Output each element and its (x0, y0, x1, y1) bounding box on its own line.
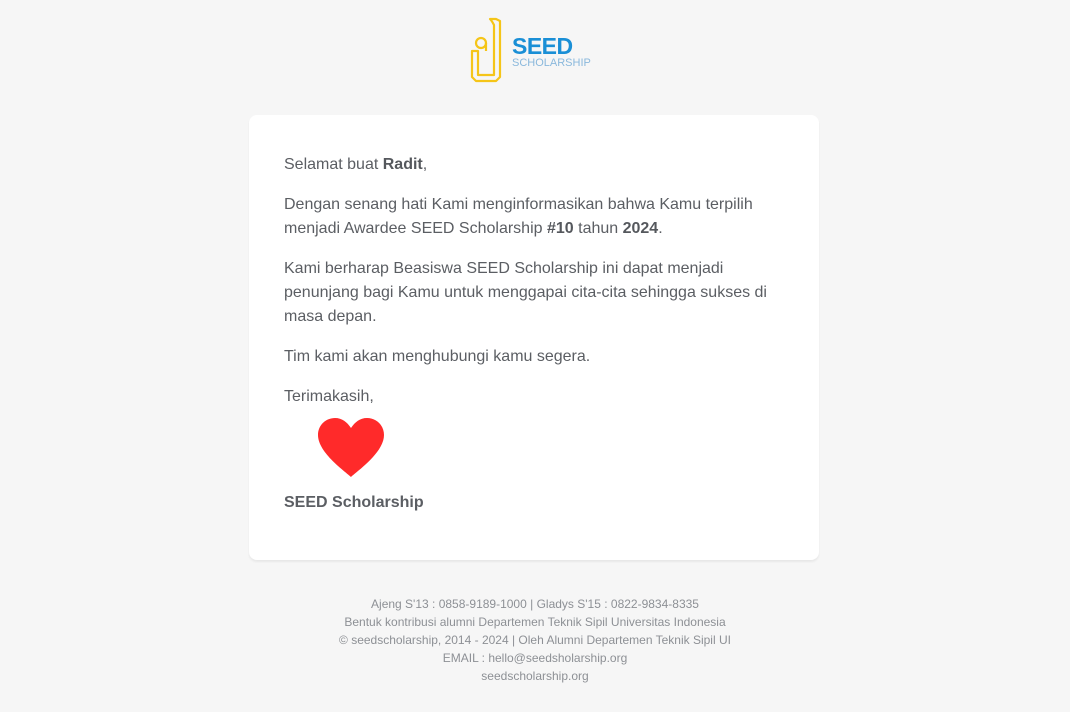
footer (0, 595, 1070, 685)
seed-hand-logo-icon (470, 17, 504, 83)
greeting (284, 153, 784, 177)
recipient-name: Radit (382, 156, 423, 173)
footer-website-link[interactable]: seedscholarship.org (481, 669, 589, 683)
greeting-suffix: , (422, 156, 428, 173)
seed-scholarship-logo (470, 17, 610, 85)
announcement-text-c: . (658, 220, 663, 237)
heart-icon (316, 417, 386, 479)
footer-copyright: © seedscholarship, 2014 - 2024 | Oleh Alumni Departemen Teknik Sipil UI (339, 633, 731, 647)
logo-name: SEED (512, 33, 573, 59)
announcement-text-a: Dengan senang hati Kami menginformasikan bahwa Kamu terpilih menjadi Awardee SEED Scholarship (284, 196, 753, 237)
logo-wordmark (512, 35, 591, 69)
contact-paragraph: Tim kami akan menghubungi kamu segera. (284, 348, 591, 365)
announcement-text-b: tahun (573, 220, 623, 237)
closing: Terimakasih, (284, 388, 374, 405)
footer-contacts: Ajeng S'13 : 0858-9189-1000 | Gladys S'15 : 0822-9834-8335 (371, 597, 699, 611)
hope-paragraph: Kami berharap Beasiswa SEED Scholarship ini dapat menjadi penunjang bagi Kamu untuk menggapai cita-cita sehingga sukses di masa depan. (284, 260, 767, 325)
greeting-prefix: Selamat buat (284, 156, 383, 173)
announcement-paragraph (284, 193, 784, 241)
footer-tagline: Bentuk kontribusi alumni Departemen Teknik Sipil Universitas Indonesia (344, 615, 726, 629)
batch-number: #10 (546, 220, 574, 237)
footer-email[interactable]: EMAIL : hello@seedsholarship.org (442, 651, 628, 665)
signature: SEED Scholarship (284, 494, 424, 511)
message-card (249, 115, 819, 560)
award-year: 2024 (622, 220, 659, 237)
logo-subtitle: SCHOLARSHIP (512, 57, 591, 69)
